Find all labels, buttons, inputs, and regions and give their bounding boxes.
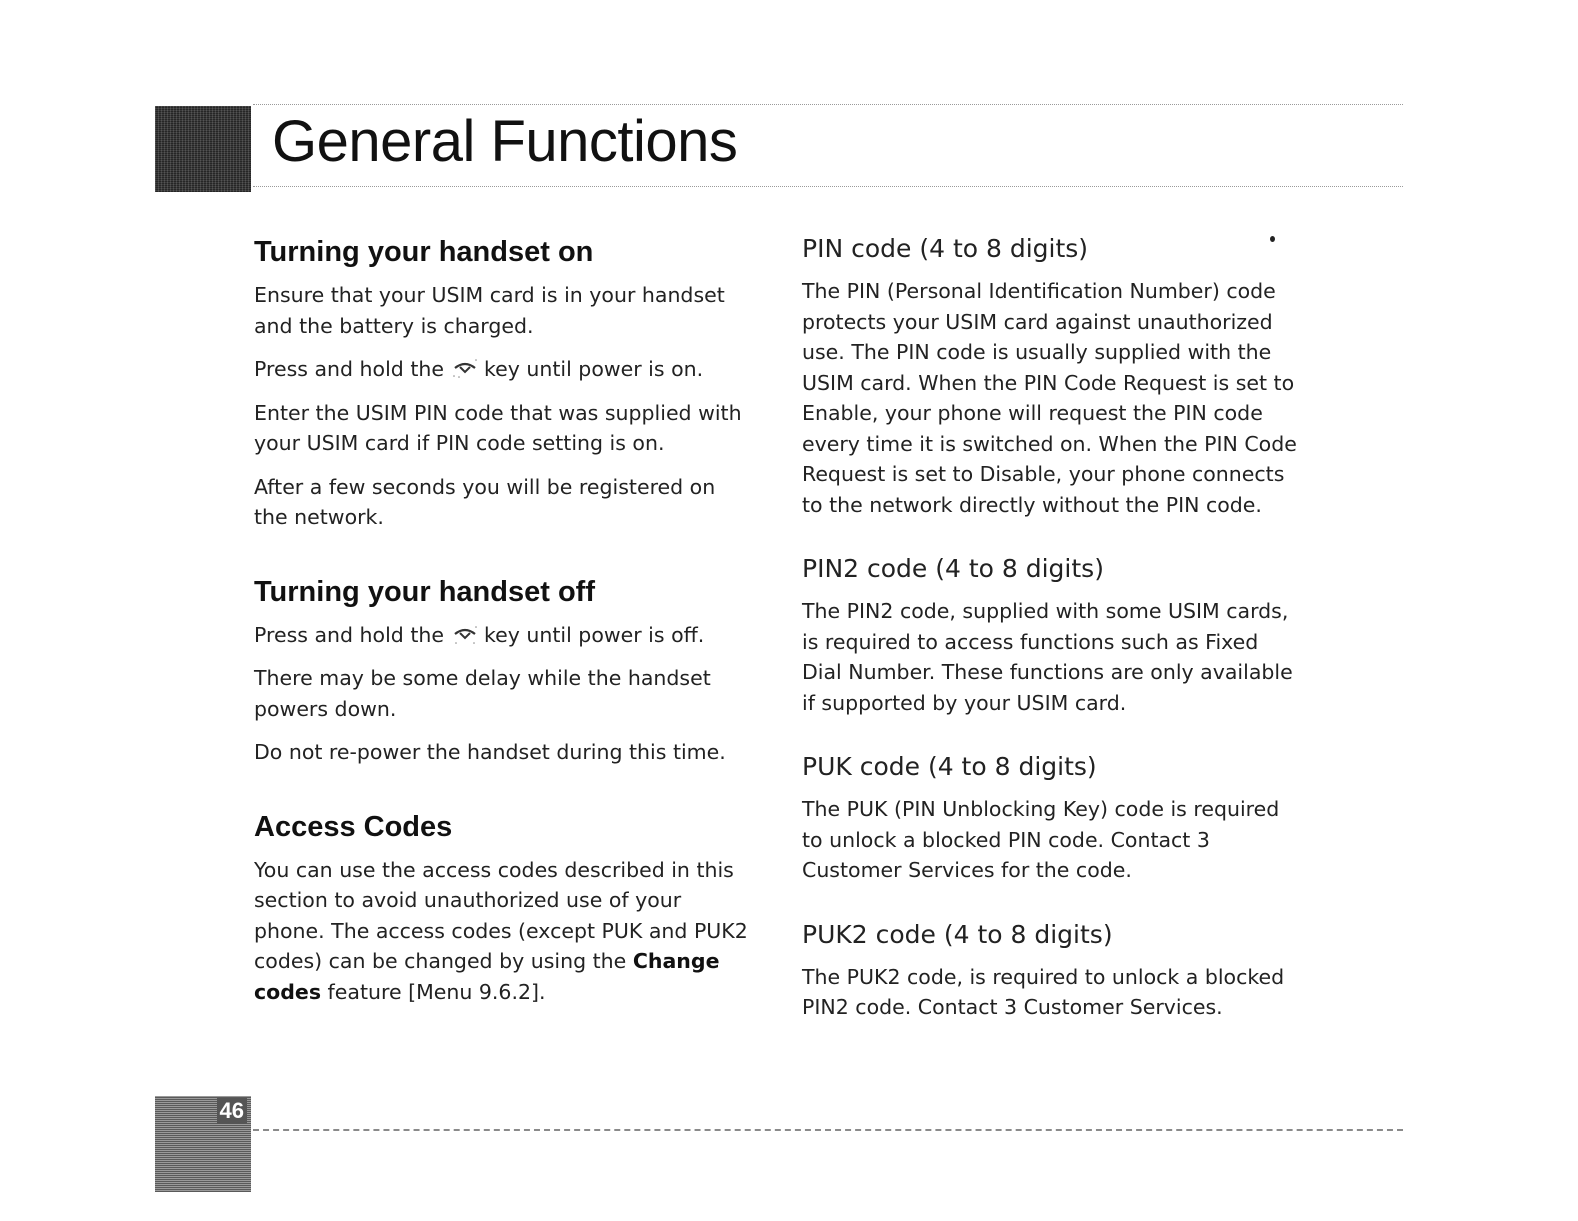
paragraph: Enter the USIM PIN code that was supplied with your USIM card if PIN code setting is on. — [254, 400, 742, 455]
paragraph: Do not re-power the handset during this time. — [254, 740, 726, 764]
paragraph-access-codes — [254, 855, 754, 1008]
subheading-puk: PUK code (4 to 8 digits) — [802, 752, 1097, 781]
page-number: 46 — [217, 1098, 247, 1124]
bold-text: Change codes — [254, 949, 720, 1004]
paragraph: There may be some delay while the handset powers down. — [254, 666, 711, 721]
section-access-codes — [254, 809, 754, 1008]
section-puk — [802, 750, 1302, 886]
paragraph: The PUK (PIN Unblocking Key) code is required to unlock a blocked PIN code. Contact 3 Customer Services for the code. — [802, 797, 1280, 882]
section-heading-access-codes: Access Codes — [254, 810, 453, 843]
power-key-icon — [450, 623, 480, 645]
subheading-puk2: PUK2 code (4 to 8 digits) — [802, 919, 1113, 949]
text: key until power is off. — [483, 622, 705, 647]
paragraph: Ensure that your USIM card is in your handset and the battery is charged. — [254, 283, 725, 338]
section-pin — [802, 232, 1302, 520]
paragraph: After a few seconds you will be registered on the network. — [254, 474, 716, 529]
text: You can use the access codes described in this section to avoid unauthorized use of your phone. The access codes (except PUK and PUK2 codes) can be changed by using the — [254, 857, 748, 973]
paragraph-power-off — [254, 620, 754, 651]
paragraph-power-on — [254, 354, 754, 385]
text: Press and hold the — [254, 357, 444, 381]
section-turning-off — [254, 574, 754, 768]
page-title: General Functions — [272, 109, 738, 174]
header-decor-block — [155, 106, 251, 192]
section-heading-turning-off: Turning your handset off — [254, 575, 595, 608]
paragraph: The PIN (Personal Identification Number) code protects your USIM card against unauthorized use. The PIN code is usually supplied with the USIM card. When the PIN Code Request is set to Enable, your phone will request the PIN code every time it is switched on. When the PIN Code Request is set to Disable, your phone connects to the network directly without the PIN code. — [802, 279, 1297, 517]
paragraph: The PIN2 code, supplied with some USIM cards, is required to access functions such as Fixed Dial Number. These functions are only available if supported by your USIM card. — [802, 599, 1293, 715]
right-column — [802, 232, 1302, 1036]
power-key-icon — [450, 357, 480, 379]
section-puk2 — [802, 918, 1302, 1023]
subheading-pin2: PIN2 code (4 to 8 digits) — [802, 554, 1104, 583]
footer-decor-block — [155, 1096, 251, 1192]
header-top-rule — [253, 104, 1403, 105]
left-column — [254, 234, 754, 1020]
text: Press and hold the — [254, 622, 444, 647]
subheading-pin: PIN code (4 to 8 digits) — [802, 234, 1089, 263]
section-heading-turning-on: Turning your handset on — [254, 236, 594, 268]
text: feature [Menu 9.6.2]. — [327, 979, 546, 1004]
section-pin2 — [802, 552, 1302, 718]
footer-rule — [253, 1129, 1403, 1131]
section-turning-on — [254, 234, 754, 533]
header-bottom-rule — [253, 186, 1403, 187]
text: key until power is on. — [483, 357, 704, 381]
paragraph: The PUK2 code, is required to unlock a blocked PIN2 code. Contact 3 Customer Services. — [802, 964, 1285, 1019]
